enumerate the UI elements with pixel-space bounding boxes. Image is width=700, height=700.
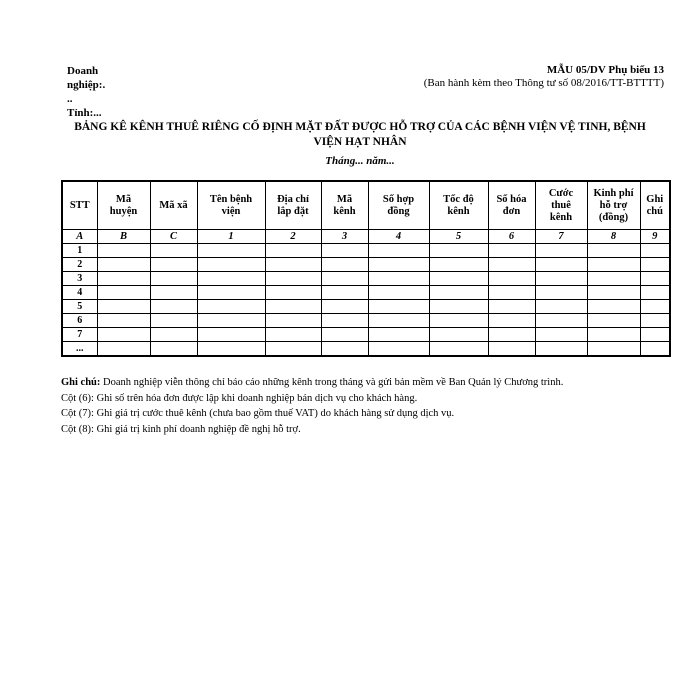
note-line: Cột (6): Ghi số trên hóa đơn được lập khi doanh nghiệp bán dịch vụ cho khách hàng. xyxy=(61,392,418,404)
table-cell xyxy=(197,328,265,342)
column-index: 5 xyxy=(429,230,488,244)
table-cell xyxy=(197,244,265,258)
table-cell xyxy=(197,342,265,357)
table-cell xyxy=(97,328,150,342)
column-index: C xyxy=(150,230,197,244)
table-cell xyxy=(97,314,150,328)
table-row xyxy=(62,258,670,272)
column-index: 6 xyxy=(488,230,535,244)
table-cell xyxy=(640,342,670,357)
column-header xyxy=(640,181,670,230)
table-cell xyxy=(535,342,587,357)
table-cell xyxy=(265,300,321,314)
table-cell xyxy=(150,244,197,258)
table-cell xyxy=(150,328,197,342)
table-row xyxy=(62,286,670,300)
table-cell xyxy=(488,342,535,357)
column-header-text: kênh xyxy=(333,205,356,217)
table-cell xyxy=(640,272,670,286)
column-header xyxy=(488,181,535,230)
table-cell xyxy=(587,328,640,342)
table-cell xyxy=(97,272,150,286)
column-header-text: Tên bệnh xyxy=(209,193,253,205)
table-body xyxy=(62,230,670,357)
column-index: 2 xyxy=(265,230,321,244)
table-cell xyxy=(197,286,265,300)
column-header-text: Tốc độ xyxy=(443,193,474,205)
column-header xyxy=(265,181,321,230)
notes-label: Ghi chú: xyxy=(61,377,101,388)
column-header-text: Mã xyxy=(336,193,353,205)
table-cell xyxy=(535,286,587,300)
column-index: 1 xyxy=(197,230,265,244)
table-row xyxy=(62,342,670,357)
table-cell xyxy=(640,314,670,328)
column-header xyxy=(587,181,640,230)
column-header-text: Mã xyxy=(115,193,132,205)
table-cell xyxy=(368,300,429,314)
table-cell xyxy=(488,272,535,286)
enterprise-label-line-3: .. xyxy=(67,93,73,105)
table-cell xyxy=(321,272,368,286)
notes-lead-text: Doanh nghiệp viễn thông chỉ báo cáo những kênh trong tháng và gửi bản mềm về Ban Quản lý Chương trình. xyxy=(103,377,564,388)
form-code: MẪU 05/DV Phụ biểu 13 xyxy=(546,64,664,76)
table-cell xyxy=(587,258,640,272)
column-header-text: huyện xyxy=(109,205,138,217)
table-cell xyxy=(321,286,368,300)
table-cell xyxy=(368,272,429,286)
table-cell xyxy=(368,328,429,342)
table-cell xyxy=(150,342,197,357)
table-cell xyxy=(97,286,150,300)
table-cell xyxy=(587,342,640,357)
row-number: 1 xyxy=(62,244,97,258)
table-cell xyxy=(429,244,488,258)
table-cell xyxy=(321,300,368,314)
table-cell xyxy=(587,300,640,314)
note-line: Cột (7): Ghi giá trị cước thuê kênh (chưa bao gồm thuế VAT) do khách hàng sử dụng dịch vụ. xyxy=(61,408,455,419)
table-cell xyxy=(640,328,670,342)
notes-lead xyxy=(61,375,681,391)
table-cell xyxy=(429,258,488,272)
column-header-text: Mã xã xyxy=(159,199,188,211)
table-row xyxy=(62,328,670,342)
row-number: 2 xyxy=(62,258,97,272)
table-cell xyxy=(640,244,670,258)
table-cell xyxy=(265,314,321,328)
column-header xyxy=(150,181,197,230)
column-header xyxy=(197,181,265,230)
note-line: Cột (8): Ghi giá trị kinh phí doanh nghiệp đề nghị hỗ trợ. xyxy=(61,423,301,435)
column-header xyxy=(97,181,150,230)
table-cell xyxy=(97,244,150,258)
table-row xyxy=(62,314,670,328)
column-header-text: Số hóa xyxy=(496,193,527,205)
table-cell xyxy=(535,300,587,314)
column-header-text: chú xyxy=(646,205,663,217)
table-cell xyxy=(321,328,368,342)
column-header-text: kênh xyxy=(549,211,573,223)
table-cell xyxy=(265,342,321,357)
enterprise-label-line-2: nghiệp:. xyxy=(67,79,106,91)
table-cell xyxy=(265,244,321,258)
column-header-text: đơn xyxy=(502,205,521,217)
table-cell xyxy=(321,258,368,272)
column-header xyxy=(429,181,488,230)
table-cell xyxy=(265,272,321,286)
table-cell xyxy=(265,286,321,300)
column-index: B xyxy=(97,230,150,244)
table-cell xyxy=(97,258,150,272)
table-cell xyxy=(197,272,265,286)
table-cell xyxy=(368,314,429,328)
column-header-text: Kinh phí xyxy=(593,187,634,199)
column-index: 4 xyxy=(368,230,429,244)
table-cell xyxy=(488,328,535,342)
column-header-text: kênh xyxy=(447,205,470,217)
table-cell xyxy=(429,342,488,357)
column-header xyxy=(321,181,368,230)
column-index: 9 xyxy=(640,230,670,244)
row-number: 5 xyxy=(62,300,97,314)
table-cell xyxy=(535,272,587,286)
table-cell xyxy=(535,328,587,342)
table-cell xyxy=(368,342,429,357)
table-cell xyxy=(587,244,640,258)
form-reference-block xyxy=(424,64,664,90)
row-number: 4 xyxy=(62,286,97,300)
table-cell xyxy=(265,328,321,342)
table-cell xyxy=(150,300,197,314)
table-cell xyxy=(535,258,587,272)
table-cell xyxy=(488,258,535,272)
province-label: Tỉnh:... xyxy=(67,107,102,119)
table-cell xyxy=(535,314,587,328)
column-header-text: Địa chỉ xyxy=(277,193,309,205)
table-cell xyxy=(429,314,488,328)
table-cell xyxy=(321,342,368,357)
table-cell xyxy=(640,300,670,314)
table-row xyxy=(62,272,670,286)
table-cell xyxy=(265,258,321,272)
column-header-text: STT xyxy=(69,199,90,211)
table-cell xyxy=(150,272,197,286)
table-cell xyxy=(587,314,640,328)
column-header-text: Cước xyxy=(548,187,574,199)
table-cell xyxy=(429,272,488,286)
table-cell xyxy=(488,244,535,258)
table-cell xyxy=(321,314,368,328)
table-cell xyxy=(535,244,587,258)
column-header xyxy=(62,181,97,230)
channel-report-table xyxy=(61,180,671,357)
table-cell xyxy=(488,314,535,328)
column-header xyxy=(535,181,587,230)
column-header-text: hỗ trợ xyxy=(599,199,628,211)
table-cell xyxy=(368,244,429,258)
table-cell xyxy=(640,258,670,272)
row-number: 7 xyxy=(62,328,97,342)
table-header-row xyxy=(62,181,670,230)
table-cell xyxy=(488,300,535,314)
column-header-text: (đồng) xyxy=(598,211,629,223)
reporting-period: Tháng... năm... xyxy=(325,155,395,167)
column-index: 7 xyxy=(535,230,587,244)
table-cell xyxy=(488,286,535,300)
column-header xyxy=(368,181,429,230)
table-cell xyxy=(97,300,150,314)
table-cell xyxy=(429,328,488,342)
issued-note: (Ban hành kèm theo Thông tư số 08/2016/TT-BTTTT) xyxy=(423,77,664,89)
table-cell xyxy=(429,300,488,314)
table-cell xyxy=(368,258,429,272)
row-number: 6 xyxy=(62,314,97,328)
column-header-text: Ghi xyxy=(646,193,664,205)
table-cell xyxy=(587,286,640,300)
column-header-text: thuê xyxy=(551,199,571,211)
table-cell xyxy=(368,286,429,300)
column-header-text: lắp đặt xyxy=(277,205,309,217)
table-cell xyxy=(429,286,488,300)
notes-section xyxy=(61,375,681,437)
table-cell xyxy=(197,314,265,328)
row-number: 3 xyxy=(62,272,97,286)
column-header-text: đồng xyxy=(387,205,410,217)
table-cell xyxy=(197,300,265,314)
column-index: 3 xyxy=(321,230,368,244)
table-cell xyxy=(197,258,265,272)
table-row xyxy=(62,244,670,258)
column-index: A xyxy=(62,230,97,244)
table-cell xyxy=(321,244,368,258)
table-row xyxy=(62,300,670,314)
document-title: BẢNG KÊ KÊNH THUÊ RIÊNG CỐ ĐỊNH MẶT ĐẤT ĐƯỢC HỖ TRỢ CỦA CÁC BỆNH VIỆN VỆ TINH, BỆNH VIỆN HẠT NHÂN xyxy=(74,121,646,148)
column-header-text: viện xyxy=(221,205,241,217)
table-cell xyxy=(150,314,197,328)
table-cell xyxy=(150,286,197,300)
table-cell xyxy=(150,258,197,272)
column-header-text: Số hợp xyxy=(382,193,415,205)
table-cell xyxy=(587,272,640,286)
table-cell xyxy=(97,342,150,357)
row-number: ... xyxy=(62,342,97,357)
column-index: 8 xyxy=(587,230,640,244)
table-cell xyxy=(640,286,670,300)
enterprise-province-block xyxy=(67,64,187,120)
enterprise-label-line-1: Doanh xyxy=(67,65,99,77)
column-index-row xyxy=(62,230,670,244)
